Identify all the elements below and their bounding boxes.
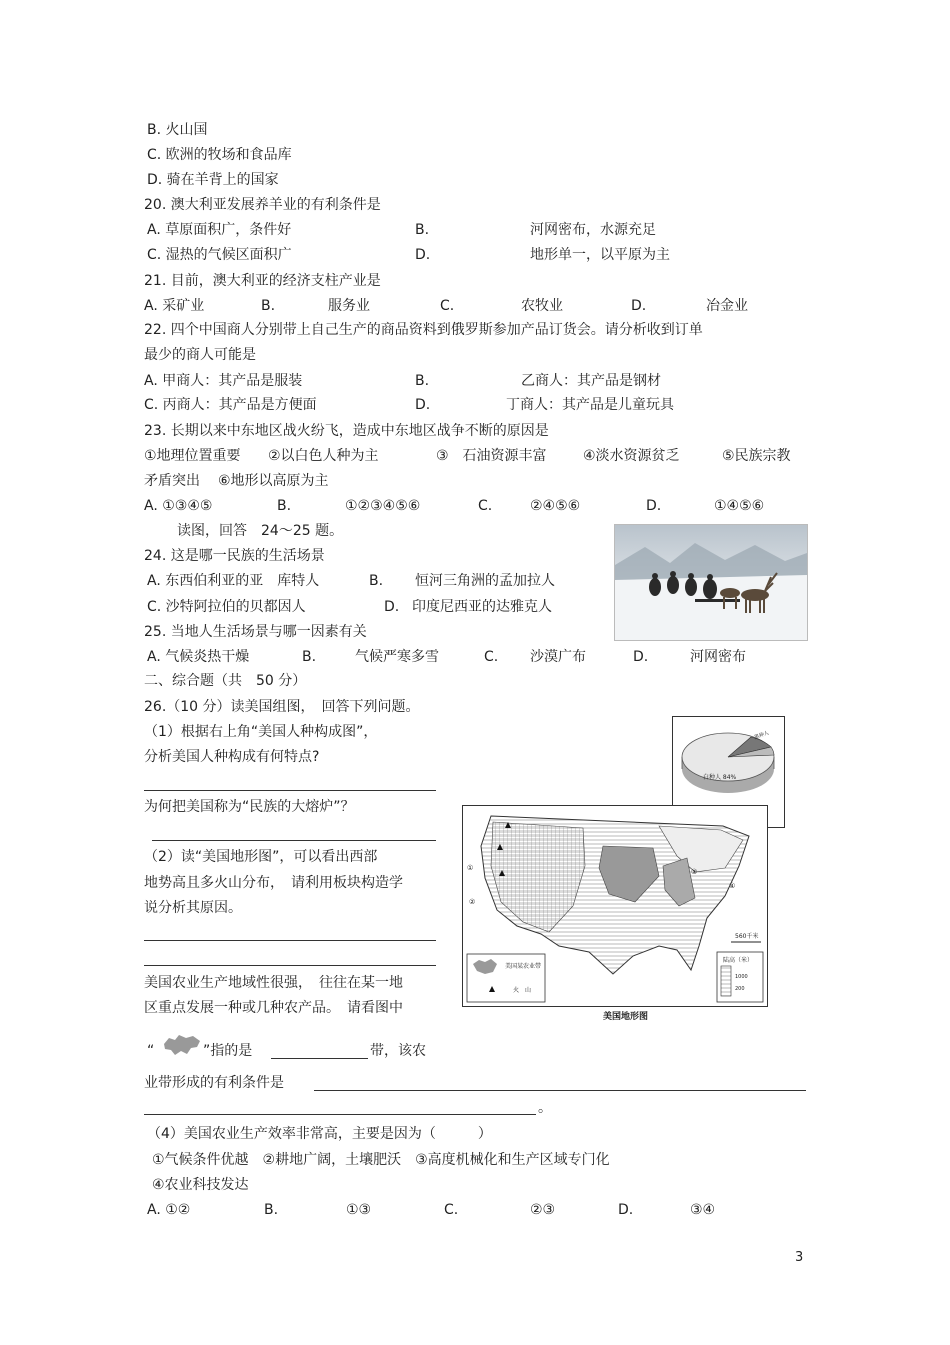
elevation-title: 陆高（米） [723,957,754,964]
answer-line [152,840,436,841]
map-mark-3: ③ [691,868,698,876]
q22-option-d-letter: D. [415,397,431,413]
black-race-label: 黑种人 [753,730,770,741]
q20-option-a: A. 草原面积广，条件好 [147,222,292,238]
q26-stem: 26.（10 分）读美国组图， 回答下列问题。 [144,699,420,715]
map-caption: 美国地形图 [603,1012,649,1022]
legend-agri-belt: 美国某农业带 [505,963,542,970]
q23-reason-6: ⑥地形以高原为主 [218,473,329,489]
q26-part4-reasons-1: ①气候条件优越 ②耕地广阔，土壤肥沃 ③高度机械化和生产区域专门化 [152,1152,610,1168]
elevation-200: 200 [735,986,745,992]
q25-option-b-letter: B. [302,649,317,665]
q26-part2-line1: （2）读“美国地形图”，可以看出西部 [144,849,378,865]
reindeer-sled-photo [614,524,808,641]
q26-option-d: ③④ [690,1202,716,1218]
q21-option-c-letter: C. [440,298,455,314]
q26-option-b: ①③ [346,1202,372,1218]
map-mark-1: ① [467,864,474,872]
q22-option-a: A. 甲商人：其产品是服装 [144,373,303,389]
q23-option-c-letter: C. [478,498,493,514]
q23-reason-5-cont: 矛盾突出 [144,473,200,489]
q23-option-c: ②④⑤⑥ [530,498,581,514]
q23-option-d: ①④⑤⑥ [714,498,765,514]
q25-option-a: A. 气候炎热干燥 [147,649,250,665]
answer-line [314,1090,806,1091]
q22-stem-line2: 最少的商人可能是 [144,347,256,363]
q22-option-b-letter: B. [415,373,430,389]
q22-option-d: 丁商人：其产品是儿童玩具 [506,397,674,413]
q20-option-d-letter: D. [415,247,431,263]
q24-stem: 24. 这是哪一民族的生活场景 [144,548,325,564]
q20-option-b-letter: B. [415,222,430,238]
q21-option-c: 农牧业 [521,298,563,314]
q25-option-b: 气候严寒多雪 [355,649,439,665]
q26-part1-line2: 分析美国人种构成有何特点? [144,749,320,765]
answer-line [144,1114,536,1115]
q26-part3-line1: 美国农业生产地域性很强， 往往在某一地 [144,975,403,991]
us-terrain-map [462,805,768,1022]
legend-volcano: 火 山 [513,987,532,994]
q24-option-b-letter: B. [369,573,384,589]
q23-option-a: A. ①③④⑤ [144,498,213,514]
us-race-pie-chart [673,717,784,809]
q26-part2-line3: 说分析其原因。 [144,900,242,916]
us-terrain-map-graphic [463,806,767,1006]
q20-stem: 20. 澳大利亚发展养羊业的有利条件是 [144,197,381,213]
quote-open: “ [147,1043,155,1059]
q26-option-b-letter: B. [264,1202,279,1218]
q25-option-c-letter: C. [484,649,499,665]
q20-option-d: 地形单一，以平原为主 [530,247,670,263]
q21-stem: 21. 目前，澳大利亚的经济支柱产业是 [144,273,381,289]
q25-stem: 25. 当地人生活场景与哪一因素有关 [144,624,367,640]
q26-option-c-letter: C. [444,1202,459,1218]
q23-option-d-letter: D. [646,498,662,514]
q24-option-c: C. 沙特阿拉伯的贝都因人 [147,599,306,615]
q24-option-d: 印度尼西亚的达雅克人 [412,599,552,615]
q22-option-c: C. 丙商人：其产品是方便面 [144,397,317,413]
q26-option-a: A. ①② [147,1202,191,1218]
answer-blank [271,1058,368,1059]
q26-part1-question2: 为何把美国称为“民族的大熔炉”？ [144,799,355,815]
q23-stem: 23. 长期以来中东地区战火纷飞，造成中东地区战争不断的原因是 [144,423,549,439]
q21-option-d: 冶金业 [706,298,748,314]
q26-part3-text-b: 带，该农 [370,1043,426,1059]
q24-option-b: 恒河三角洲的孟加拉人 [415,573,555,589]
answer-line [144,940,436,941]
page-number: 3 [795,1250,804,1265]
q23-option-b: ①②③④⑤⑥ [345,498,421,514]
agricultural-belt-icon [161,1032,203,1058]
q23-reason-5: ⑤民族宗教 [722,448,791,464]
q21-option-b-letter: B. [261,298,276,314]
q23-reason-1: ①地理位置重要 [144,448,241,464]
answer-line [144,965,436,966]
q21-option-b: 服务业 [328,298,370,314]
q21-option-a: A. 采矿业 [144,298,205,314]
q21-option-d-letter: D. [631,298,647,314]
q19-option-b: B. 火山国 [147,122,208,138]
q25-option-d-letter: D. [633,649,649,665]
q24-option-a: A. 东西伯利亚的亚 库特人 [147,573,320,589]
section-heading: 二、综合题（共 50 分） [144,673,307,689]
map-mark-4: ④ [729,882,736,890]
q26-part4-stem: （4）美国农业生产效率非常高，主要是因为（ ） [147,1126,492,1142]
q25-option-c: 沙漠广布 [530,649,586,665]
scale-label: 560千米 [735,933,759,940]
elevation-1000: 1000 [735,974,748,980]
read-figure-prompt: 读图，回答 24～25 题。 [177,523,344,539]
period-mark: 。 [538,1100,552,1116]
q26-part3-line2: 区重点发展一种或几种农产品。 请看图中 [144,1000,403,1016]
q19-option-c: C. 欧洲的牧场和食品库 [147,147,292,163]
q26-part1-line1: （1）根据右上角“美国人种构成图”， [144,724,378,740]
q23-option-b-letter: B. [277,498,292,514]
q22-stem-line1: 22. 四个中国商人分别带上自己生产的商品资料到俄罗斯参加产品订货会。请分析收到订单 [144,322,703,338]
q26-part2-line2: 地势高且多火山分布， 请利用板块构造学 [144,875,403,891]
white-race-label: 白种人 84% [703,774,737,781]
q23-reason-4: ④淡水资源贫乏 [583,448,680,464]
q26-option-c: ②③ [530,1202,556,1218]
q25-option-d: 河网密布 [690,649,746,665]
q24-option-d-letter: D. [384,599,400,615]
q23-reason-2: ②以白色人种为主 [268,448,379,464]
q22-option-b: 乙商人：其产品是钢材 [521,373,661,389]
q26-option-d-letter: D. [618,1202,634,1218]
answer-line [144,790,436,791]
map-mark-2: ② [469,898,476,906]
q19-option-d: D. 骑在羊背上的国家 [147,172,279,188]
q26-part3-line4: 业带形成的有利条件是 [144,1075,284,1091]
q20-option-c: C. 湿热的气候区面积广 [147,247,292,263]
q20-option-b: 河网密布，水源充足 [530,222,656,238]
q26-part4-reasons-2: ④农业科技发达 [152,1177,249,1193]
q23-reason-3: ③ 石油资源丰富 [436,448,547,464]
q26-part3-text-a: ”指的是 [203,1043,253,1059]
